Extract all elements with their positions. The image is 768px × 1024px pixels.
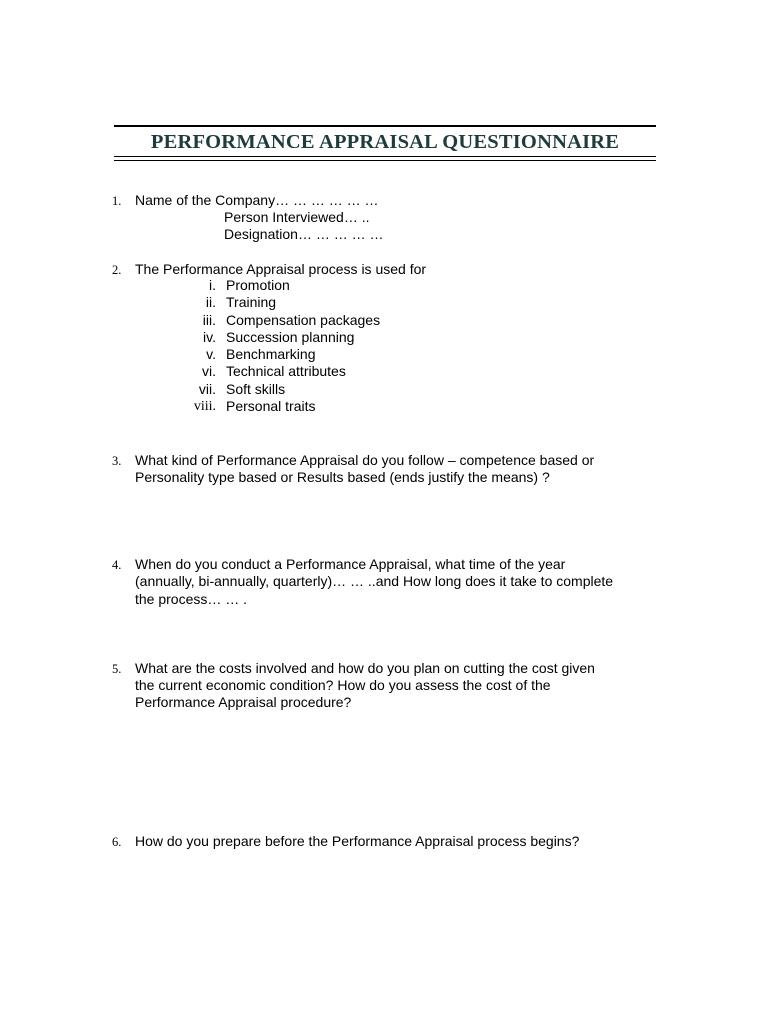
- question-5-text-line-3: Performance Appraisal procedure?: [135, 694, 352, 710]
- title-block: [114, 125, 656, 161]
- question-4-text-line-2: (annually, bi-annually, quarterly)… … ..and How long does it take to complete: [135, 573, 614, 589]
- list-item-numeral: i.: [209, 277, 216, 293]
- list-item-label: Technical attributes: [226, 363, 346, 380]
- question-4-text-line-3: the process… … .: [135, 591, 248, 607]
- question-3-text-line-2: Personality type based or Results based (ends justify the means) ?: [135, 469, 550, 485]
- question-number: 2.: [112, 263, 122, 277]
- question-1-designation: Designation… … … … …: [224, 226, 384, 242]
- list-item-numeral: vi.: [202, 363, 216, 380]
- question-number: 5.: [112, 662, 122, 676]
- title-rule-bottom: [114, 156, 656, 161]
- question-number: 6.: [112, 835, 122, 849]
- question-text-line-1: What are the costs involved and how do you plan on cutting the cost given: [135, 660, 595, 676]
- list-item-numeral: iii.: [202, 311, 216, 328]
- question-1-person-interviewed: Person Interviewed… ..: [224, 209, 370, 225]
- list-item-label: Succession planning: [226, 328, 355, 345]
- question-number: 4.: [112, 558, 122, 572]
- question-number: 1.: [112, 194, 122, 208]
- list-item-label: Soft skills: [226, 380, 286, 397]
- list-item-label: Benchmarking: [226, 346, 316, 363]
- page-title: PERFORMANCE APPRAISAL QUESTIONNAIRE: [150, 131, 620, 153]
- list-item-label: Training: [226, 294, 277, 311]
- list-item-numeral: ii.: [205, 294, 216, 311]
- question-5-text-line-2: the current economic condition? How do you assess the cost of the: [135, 677, 551, 693]
- list-item-label: Personal traits: [226, 398, 316, 415]
- list-item-label: Promotion: [226, 277, 290, 293]
- question-number: 3.: [112, 454, 122, 468]
- question-text: The Performance Appraisal process is used for: [135, 261, 427, 277]
- list-item-numeral: vii.: [198, 380, 216, 397]
- list-item-numeral: viii.: [193, 399, 216, 415]
- question-text: Name of the Company… … … … … …: [135, 192, 379, 208]
- list-item-label: Compensation packages: [226, 311, 381, 328]
- question-text: How do you prepare before the Performance Appraisal process begins?: [135, 833, 580, 849]
- question-text-line-1: What kind of Performance Appraisal do you follow – competence based or: [135, 452, 595, 468]
- question-text-line-1: When do you conduct a Performance Appraisal, what time of the year: [135, 556, 566, 572]
- list-item-numeral: v.: [206, 346, 216, 363]
- list-item-numeral: iv.: [203, 328, 216, 345]
